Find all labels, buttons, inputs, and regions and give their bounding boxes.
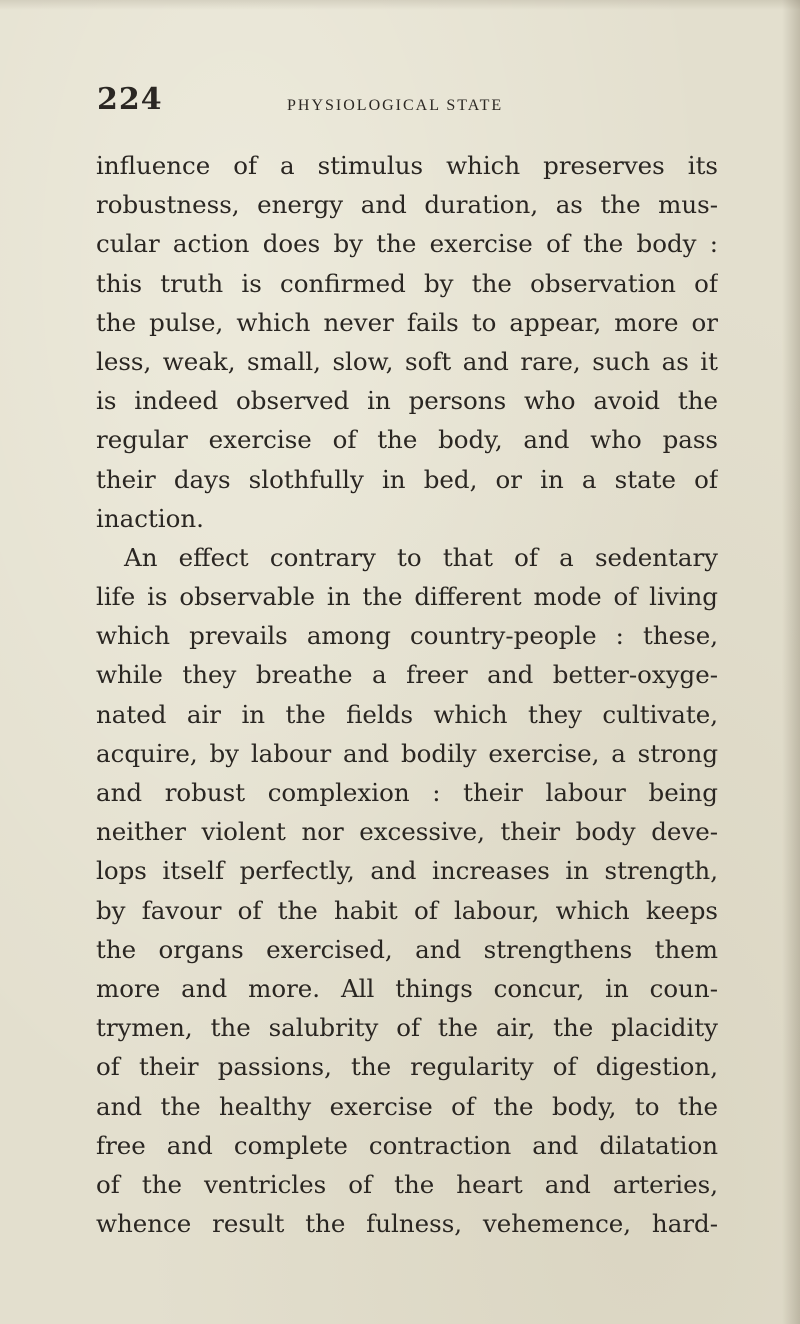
text-line: the organs exercised, and strengthens them bbox=[96, 934, 718, 964]
page-number: 224 bbox=[97, 82, 163, 117]
running-head bbox=[97, 82, 717, 122]
text-line: free and complete contraction and dilatation bbox=[96, 1130, 718, 1160]
text-line: life is observable in the different mode of living bbox=[96, 582, 718, 612]
text-line: less, weak, small, slow, soft and rare, such as it bbox=[96, 346, 718, 376]
text-line: which prevails among country-people : these, bbox=[96, 621, 718, 651]
body-text bbox=[96, 146, 718, 1243]
text-line: the pulse, which never fails to appear, more or bbox=[96, 307, 718, 337]
text-line: their days slothfully in bed, or in a state of bbox=[96, 464, 718, 494]
page-top-shadow bbox=[0, 0, 800, 10]
text-line: influence of a stimulus which preserves its bbox=[96, 151, 718, 180]
text-line: and the healthy exercise of the body, to the bbox=[96, 1091, 718, 1121]
text-line: An effect contrary to that of a sedentary bbox=[124, 542, 718, 572]
text-line: is indeed observed in persons who avoid the bbox=[96, 386, 718, 416]
text-line: inaction. bbox=[96, 503, 204, 533]
text-line: while they breathe a freer and better-oxyge- bbox=[96, 660, 718, 690]
running-title: PHYSIOLOGICAL STATE bbox=[287, 97, 504, 114]
text-line: of the ventricles of the heart and arteries, bbox=[96, 1169, 718, 1199]
text-line: more and more. All things concur, in coun- bbox=[96, 973, 718, 1003]
text-line: neither violent nor excessive, their body deve- bbox=[96, 817, 718, 847]
text-line: this truth is confirmed by the observation of bbox=[96, 268, 718, 298]
text-line: whence result the fulness, vehemence, hard- bbox=[96, 1209, 718, 1239]
text-line: and robust complexion : their labour being bbox=[96, 778, 718, 807]
text-line: trymen, the salubrity of the air, the placidity bbox=[96, 1013, 718, 1043]
text-line: acquire, by labour and bodily exercise, a strong bbox=[96, 738, 718, 768]
text-line: lops itself perfectly, and increases in strength, bbox=[96, 856, 718, 886]
text-line: cular action does by the exercise of the body : bbox=[96, 229, 718, 259]
text-line: regular exercise of the body, and who pass bbox=[96, 425, 718, 455]
page-spine-shadow bbox=[782, 0, 800, 1324]
text-line: of their passions, the regularity of digestion, bbox=[96, 1052, 718, 1082]
text-line: nated air in the fields which they cultivate, bbox=[96, 699, 718, 729]
text-line: robustness, energy and duration, as the mus- bbox=[96, 190, 718, 220]
text-line: by favour of the habit of labour, which keeps bbox=[96, 895, 718, 925]
